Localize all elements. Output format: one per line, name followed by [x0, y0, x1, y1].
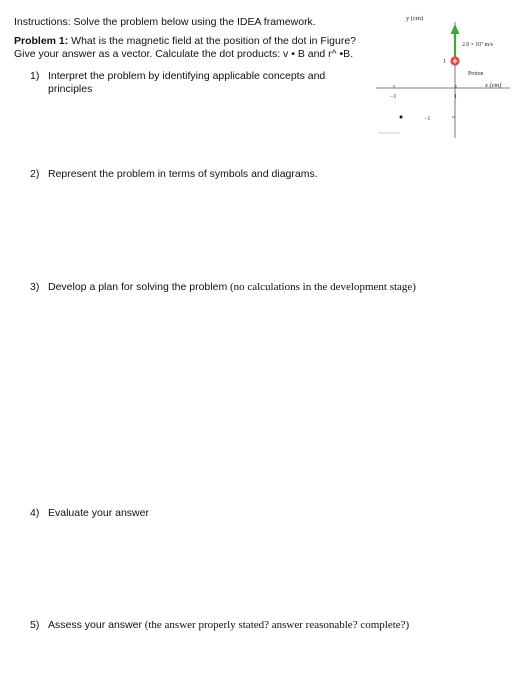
tick-label-x-neg: −1 — [390, 94, 397, 100]
velocity-arrow-head — [451, 24, 460, 34]
proton-figure — [370, 8, 520, 143]
step-5-number: 5) — [30, 619, 40, 631]
step-4-text: Evaluate your answer — [48, 507, 149, 519]
step-2-number: 2) — [30, 168, 40, 180]
problem-statement-line1 — [14, 35, 356, 48]
step-5-text — [48, 619, 409, 632]
x-axis-label: x (cm) — [485, 82, 502, 89]
step-1-text-line2: principles — [48, 83, 93, 95]
tick-label-y-neg: −1 — [424, 116, 431, 122]
y-axis-label: y (cm) — [406, 15, 424, 22]
tick-label-x-pos: 1 — [454, 94, 457, 100]
problem-statement-line2: Give your answer as a vector. Calculate the dot products: v • B and r^ •B. — [14, 48, 354, 60]
step-3-text-note: (no calculations in the development stage) — [227, 281, 416, 293]
instructions-text: Instructions: Solve the problem below using the IDEA framework. — [14, 16, 316, 28]
problem-question: What is the magnetic field at the position of the dot in Figure? — [68, 35, 357, 47]
step-5-text-main: Assess your answer — [48, 619, 142, 631]
field-point-dot — [400, 116, 403, 119]
step-3-text-main: Develop a plan for solving the problem — [48, 281, 228, 293]
step-1-text-line1: Interpret the problem by identifying applicable concepts and — [48, 70, 326, 82]
proton-label: Proton — [468, 71, 484, 77]
step-1-number: 1) — [30, 70, 40, 82]
tick-label-y-pos: 1 — [443, 59, 446, 65]
step-3-text — [48, 281, 416, 294]
step-5-text-note: (the answer properly stated? answer reasonable? complete?) — [141, 619, 410, 631]
step-2-text: Represent the problem in terms of symbols and diagrams. — [48, 168, 318, 180]
problem-label: Problem 1: — [14, 35, 69, 47]
velocity-label: 2.0 × 10⁷ m/s — [462, 42, 494, 48]
step-3-number: 3) — [30, 281, 40, 293]
step-4-number: 4) — [30, 507, 40, 519]
